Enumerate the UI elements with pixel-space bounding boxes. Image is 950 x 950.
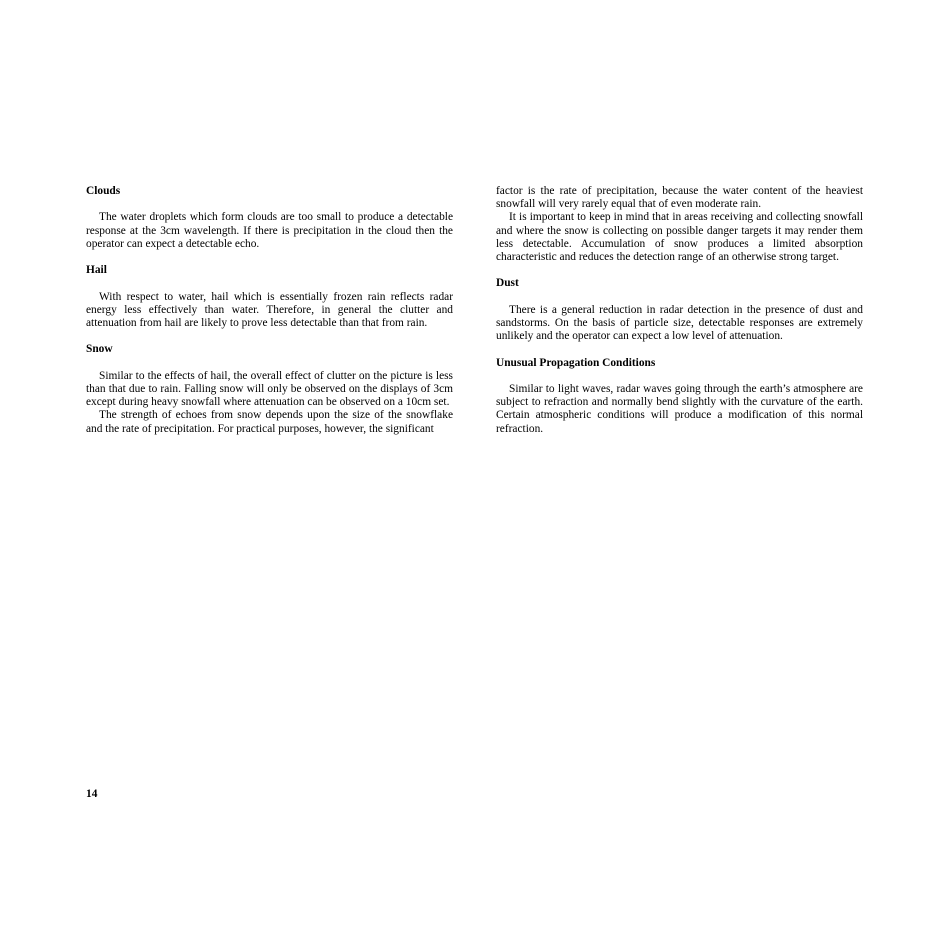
section-heading-snow: Snow xyxy=(86,343,113,356)
paragraph-snow-2: The strength of echoes from snow depends upon the size of the snowflake and the rate of precipitation. For practical purposes, however, the significant xyxy=(86,409,453,435)
paragraph-propagation: Similar to light waves, radar waves going through the earth’s atmosphere are subject to refraction and normally bend slightly with the curvature of the earth. Certain atmospheric conditions will produce a modification of this normal refraction. xyxy=(496,382,863,435)
section-heading-hail: Hail xyxy=(86,264,107,277)
paragraph-clouds: The water droplets which form clouds are too small to produce a detectable response at the 3cm wavelength. If there is precipitation in the cloud then the operator can expect a detectable echo. xyxy=(86,211,453,250)
paragraph-snow-continued: factor is the rate of precipitation, because the water content of the heaviest snowfall will very rarely equal that of even moderate rain. xyxy=(496,185,863,211)
paragraph-snow-3: It is important to keep in mind that in areas receiving and collecting snowfall and where the snow is collecting on possible danger targets it may render them less detectable. Accumulation of snow produces a limited absorption characteristic and reduces the detection range of an otherwise strong target. xyxy=(496,211,863,264)
left-column xyxy=(86,185,453,436)
paragraph-hail: With respect to water, hail which is essentially frozen rain reflects radar energy less effectively than water. Therefore, in general the clutter and attenuation from hail are likely to prove less detectable than that from rain. xyxy=(86,290,453,329)
section-heading-dust: Dust xyxy=(496,277,519,290)
paragraph-snow-1: Similar to the effects of hail, the overall effect of clutter on the picture is less than that due to rain. Falling snow will only be observed on the displays of 3cm except during heavy snowfall where attenuation can be observed on a 10cm set. xyxy=(86,369,453,409)
page-number: 14 xyxy=(86,788,98,800)
paragraph-dust: There is a general reduction in radar detection in the presence of dust and sandstorms. On the basis of particle size, detectable responses are extremely unlikely and the operator can expect a low level of attenuation. xyxy=(496,303,863,343)
section-heading-clouds: Clouds xyxy=(86,185,121,197)
right-column xyxy=(496,185,863,436)
section-heading-propagation: Unusual Propagation Conditions xyxy=(496,356,656,369)
